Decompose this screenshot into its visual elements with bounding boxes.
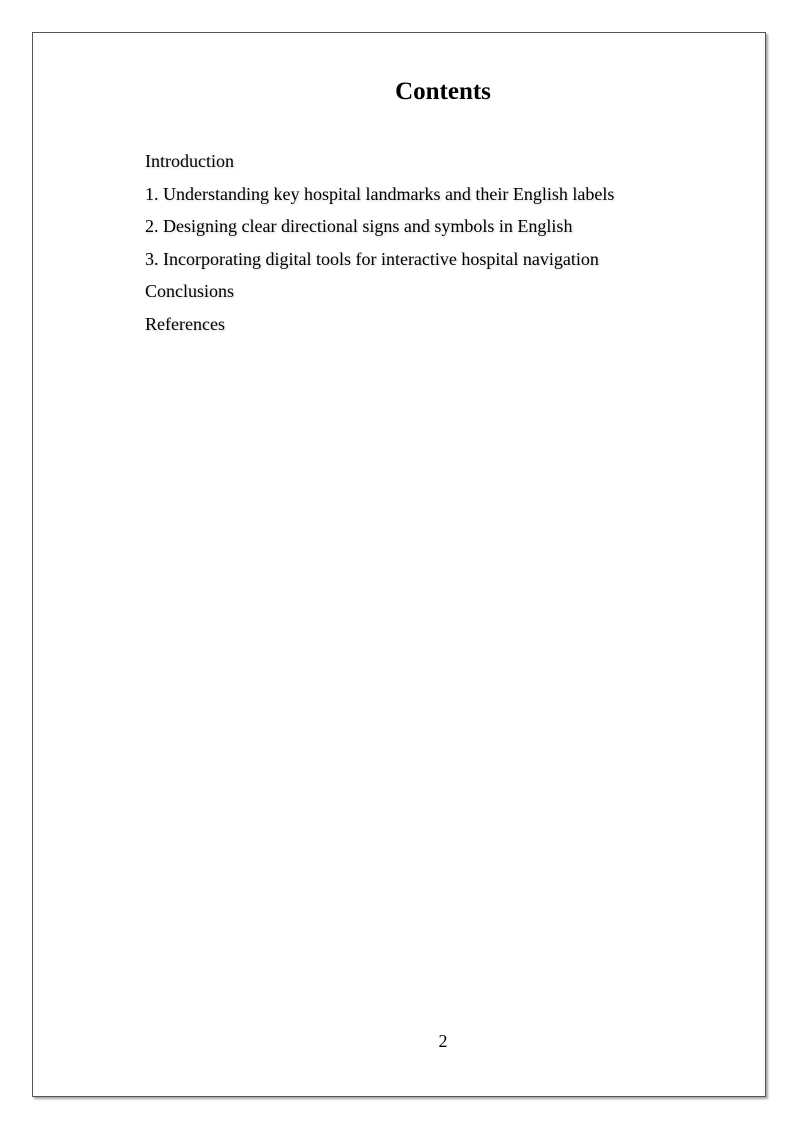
page-title: Contents [395,78,491,105]
page-number: 2 [438,1031,448,1051]
toc-item-introduction: Introduction [145,151,234,171]
table-of-contents [145,145,614,340]
toc-item-section-1: 1. Understanding key hospital landmarks and their English labels [145,183,615,204]
toc-item-section-2: 2. Designing clear directional signs and symbols in English [145,216,573,236]
toc-item-references: References [145,313,225,334]
toc-item-conclusions: Conclusions [145,281,235,301]
toc-item-section-3: 3. Incorporating digital tools for interactive hospital navigation [145,248,599,269]
